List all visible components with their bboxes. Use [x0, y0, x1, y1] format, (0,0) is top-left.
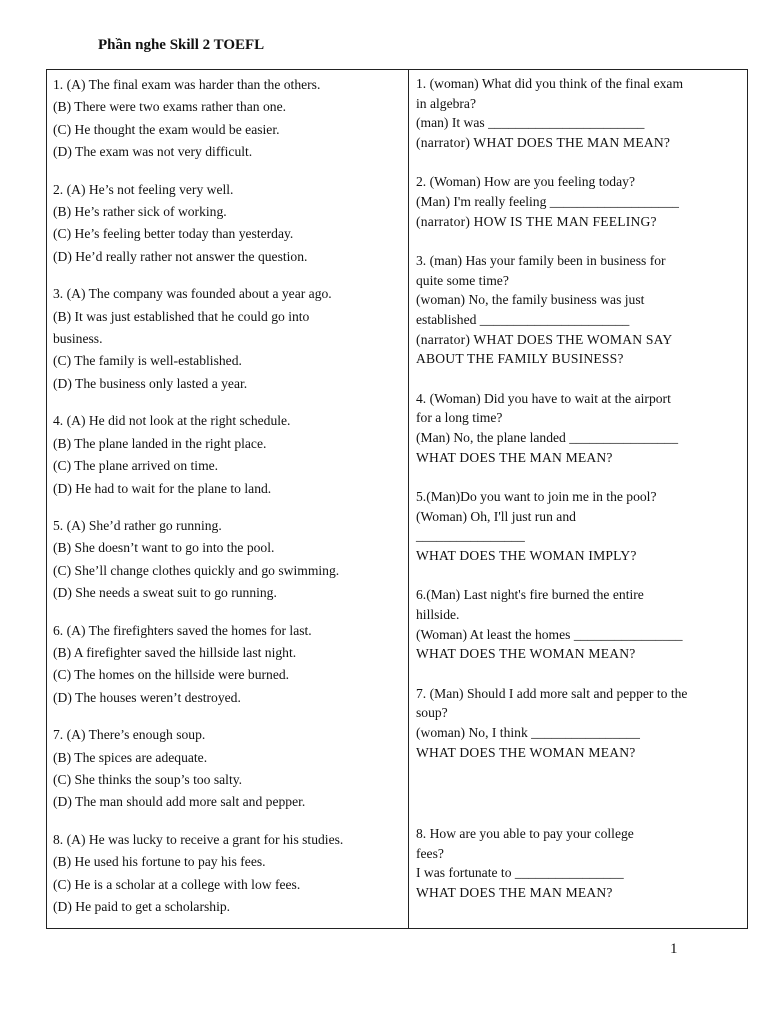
transcript-line: 1. (woman) What did you think of the final exam: [416, 76, 684, 91]
choices-q1: [53, 74, 404, 164]
page-number: 1: [670, 941, 678, 957]
transcript-line: (man) It was _______________________: [416, 115, 645, 131]
transcript-line: fees?: [416, 845, 444, 861]
transcript-q7: [416, 684, 743, 762]
transcript-line: WHAT DOES THE WOMAN MEAN?: [416, 744, 636, 760]
choice-line: (D) The business only lasted a year.: [53, 375, 248, 391]
transcript-line: (woman) No, I think ________________: [416, 725, 640, 741]
choice-line: (C) The plane arrived on time.: [53, 458, 219, 474]
choice-line: (C) He is a scholar at a college with low fees.: [53, 876, 301, 892]
transcript-line: (narrator) HOW IS THE MAN FEELING?: [416, 213, 657, 229]
choice-line: business.: [53, 331, 103, 347]
transcript-q3: [416, 251, 743, 369]
transcript-q2: [416, 172, 743, 231]
choice-line: (C) He thought the exam would be easier.: [53, 121, 280, 137]
choices-q6: [53, 620, 404, 710]
choice-line: (D) The houses weren’t destroyed.: [53, 689, 241, 705]
transcript-line: for a long time?: [416, 410, 503, 426]
choice-line: (B) He used his fortune to pay his fees.: [53, 854, 266, 870]
transcript-line: (narrator) WHAT DOES THE WOMAN SAY: [416, 331, 673, 347]
choice-line: (D) The exam was not very difficult.: [53, 144, 253, 160]
transcript-line: WHAT DOES THE WOMAN MEAN?: [416, 646, 636, 662]
choice-line: (B) There were two exams rather than one.: [53, 99, 287, 115]
choices-q7: [53, 724, 404, 814]
transcript-line: (Man) No, the plane landed ________________: [416, 429, 679, 445]
transcript-line: ABOUT THE FAMILY BUSINESS?: [416, 351, 624, 367]
transcript-q1: [416, 74, 743, 152]
answer-choices-column: [47, 70, 409, 929]
transcript-line: established ______________________: [416, 311, 630, 327]
choice-line: (B) The plane landed in the right place.: [53, 435, 267, 451]
transcript-line: (narrator) WHAT DOES THE MAN MEAN?: [416, 134, 671, 150]
choice-line: 1. (A) The final exam was harder than the others.: [53, 77, 321, 92]
choice-line: 8. (A) He was lucky to receive a grant for his studies.: [53, 831, 344, 847]
question-table: [46, 69, 748, 929]
transcript-line: ________________: [416, 528, 525, 544]
choice-line: (B) She doesn’t want to go into the pool.: [53, 540, 275, 556]
transcript-line: I was fortunate to ________________: [416, 865, 624, 881]
choice-line: (C) She’ll change clothes quickly and go swimming.: [53, 562, 340, 578]
transcript-q8: [416, 824, 743, 902]
transcript-line: (Woman) At least the homes ________________: [416, 626, 683, 642]
transcript-line: 7. (Man) Should I add more salt and pepper to the: [416, 685, 688, 701]
transcript-line: 4. (Woman) Did you have to wait at the airport: [416, 390, 671, 406]
transcript-line: 5.(Man)Do you want to join me in the pool?: [416, 489, 657, 505]
transcript-line: (Man) I'm really feeling ___________________: [416, 193, 679, 209]
transcript-line: 6.(Man) Last night's fire burned the entire: [416, 587, 644, 603]
choice-line: (B) He’s rather sick of working.: [53, 204, 227, 220]
choice-line: (B) A firefighter saved the hillside last night.: [53, 644, 297, 660]
transcript-line: soup?: [416, 705, 448, 721]
choice-line: (B) It was just established that he could go into: [53, 308, 310, 324]
choice-line: 5. (A) She’d rather go running.: [53, 517, 222, 533]
choice-line: 2. (A) He’s not feeling very well.: [53, 181, 234, 197]
choices-q4: [53, 410, 404, 500]
choice-line: 6. (A) The firefighters saved the homes for last.: [53, 622, 312, 638]
choices-q5: [53, 515, 404, 605]
choices-q3: [53, 283, 404, 395]
transcript-line: 2. (Woman) How are you feeling today?: [416, 174, 635, 190]
transcript-column: [409, 70, 748, 929]
choice-line: (C) He’s feeling better today than yesterday.: [53, 226, 294, 242]
choice-line: (D) He paid to get a scholarship.: [53, 899, 231, 914]
transcript-q6: [416, 585, 743, 663]
page-title: Phần nghe Skill 2 TOEFL: [98, 37, 265, 53]
transcript-line: (woman) No, the family business was just: [416, 292, 645, 308]
choices-q8: [53, 829, 404, 919]
choice-line: 4. (A) He did not look at the right schedule.: [53, 413, 291, 429]
choice-line: 3. (A) The company was founded about a year ago.: [53, 286, 332, 302]
choice-line: (D) She needs a sweat suit to go running.: [53, 585, 277, 601]
transcript-q5: [416, 487, 743, 565]
choices-q2: [53, 179, 404, 269]
choice-line: (B) The spices are adequate.: [53, 749, 208, 765]
transcript-line: quite some time?: [416, 272, 509, 288]
transcript-q4: [416, 389, 743, 467]
choice-line: (D) He had to wait for the plane to land.: [53, 480, 272, 496]
transcript-line: 3. (man) Has your family been in business for: [416, 253, 666, 269]
transcript-line: in algebra?: [416, 95, 477, 111]
choice-line: (C) The homes on the hillside were burned.: [53, 667, 290, 683]
choice-line: (D) He’d really rather not answer the question.: [53, 248, 308, 264]
transcript-line: (Woman) Oh, I'll just run and: [416, 508, 576, 524]
transcript-line: WHAT DOES THE MAN MEAN?: [416, 885, 613, 900]
choice-line: (D) The man should add more salt and pepper.: [53, 794, 306, 810]
choice-line: 7. (A) There’s enough soup.: [53, 727, 206, 743]
transcript-line: WHAT DOES THE WOMAN IMPLY?: [416, 547, 637, 563]
choice-line: (C) She thinks the soup’s too salty.: [53, 771, 243, 787]
transcript-line: 8. How are you able to pay your college: [416, 826, 634, 842]
transcript-line: WHAT DOES THE MAN MEAN?: [416, 449, 613, 465]
transcript-line: hillside.: [416, 607, 460, 623]
choice-line: (C) The family is well-established.: [53, 353, 242, 369]
